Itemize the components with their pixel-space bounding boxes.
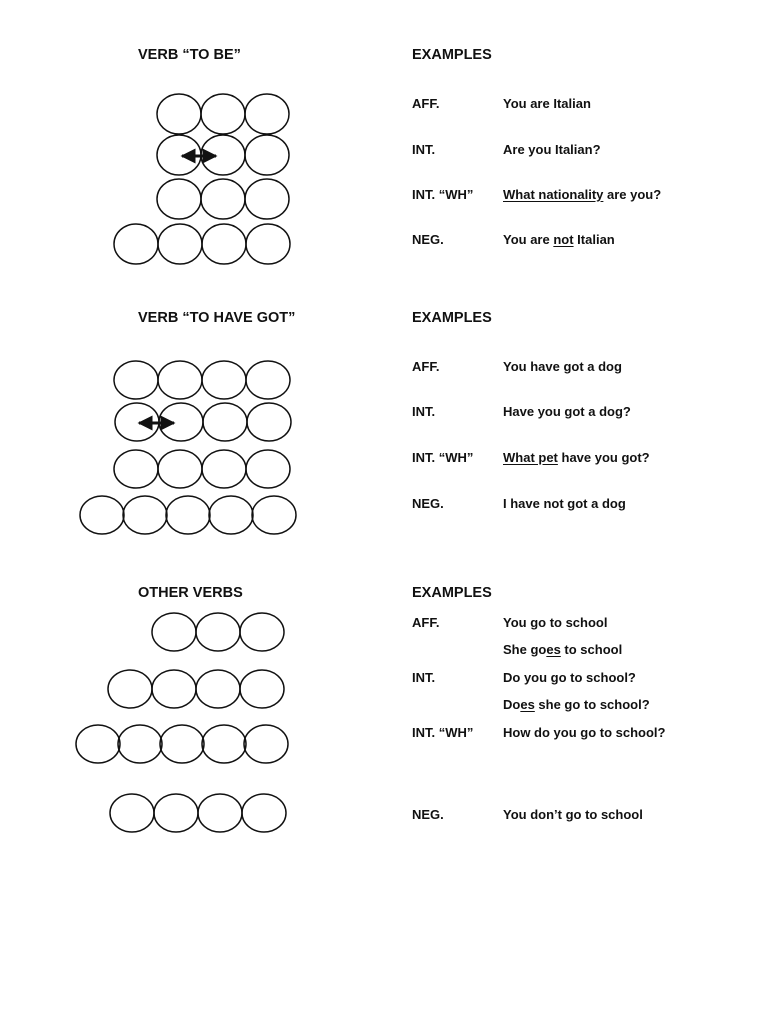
s1-row4-example (503, 232, 615, 248)
word-circle (247, 403, 291, 441)
s1-row1-label: AFF. (412, 96, 440, 111)
s1-row4-label: NEG. (412, 232, 444, 247)
underlined-word: What nationality (503, 187, 604, 202)
example-text: Are you Italian? (503, 142, 601, 157)
word-circle (123, 496, 167, 534)
section-3-examples-heading: EXAMPLES (412, 585, 492, 601)
example-text: You have got a dog (503, 359, 622, 374)
s3-row4-example (503, 697, 650, 713)
s3-row5-label: INT. “WH” (412, 725, 474, 740)
s1-row2-label: INT. (412, 142, 436, 157)
word-circle (203, 403, 247, 441)
word-circle (202, 450, 246, 488)
example-text: You don’t go to school (503, 807, 643, 822)
example-text: Do you go to school? (503, 670, 636, 685)
example-text: she go to school? (534, 697, 650, 712)
section-3-heading: OTHER VERBS (138, 585, 243, 601)
word-circle (240, 670, 284, 708)
word-circle (160, 725, 204, 763)
word-circle (209, 496, 253, 534)
s3-row1-example (503, 615, 607, 631)
s2-row1-label: AFF. (412, 359, 440, 374)
s3-row1-label: AFF. (412, 615, 440, 630)
word-circle (196, 613, 240, 651)
s2-row2-label: INT. (412, 404, 436, 419)
word-circle (196, 670, 240, 708)
s3-row5-example (503, 725, 665, 741)
word-circle (201, 94, 245, 134)
s3-row3-example (503, 670, 636, 686)
word-circle (202, 361, 246, 399)
example-text: How do you go to school? (503, 725, 666, 740)
example-text: You are Italian (503, 96, 591, 111)
word-circle (76, 725, 120, 763)
underlined-word: What pet (503, 450, 558, 465)
word-circle (252, 496, 296, 534)
s2-row4-label: NEG. (412, 496, 444, 511)
example-text: have you got? (557, 450, 650, 465)
section-2-examples-heading: EXAMPLES (412, 310, 492, 326)
s1-row3-example (503, 187, 661, 203)
word-circle (152, 670, 196, 708)
word-circle (245, 94, 289, 134)
word-circle (80, 496, 124, 534)
word-circle (154, 794, 198, 832)
s3-row6-example (503, 807, 643, 823)
s3-row2-example (503, 642, 622, 658)
word-circle (240, 613, 284, 651)
word-circle (201, 179, 245, 219)
word-circle (246, 224, 290, 264)
word-circle (157, 179, 201, 219)
word-circle (158, 224, 202, 264)
word-circle (108, 670, 152, 708)
word-circle (202, 224, 246, 264)
example-text: You are (503, 232, 554, 247)
word-circle (157, 94, 201, 134)
word-circle (246, 361, 290, 399)
word-circle (166, 496, 210, 534)
word-circle (158, 361, 202, 399)
s2-row3-label: INT. “WH” (412, 450, 474, 465)
s2-row4-example (503, 496, 626, 512)
section-2-heading: VERB “TO HAVE GOT” (138, 310, 296, 326)
word-circle (246, 450, 290, 488)
underlined-word: es (546, 642, 561, 657)
example-text: She go (503, 642, 547, 657)
word-circle (110, 794, 154, 832)
word-circle (244, 725, 288, 763)
word-circle (114, 450, 158, 488)
word-circle (114, 361, 158, 399)
s3-row3-label: INT. (412, 670, 436, 685)
word-circle (202, 725, 246, 763)
s2-row3-example (503, 450, 650, 466)
s2-row1-example (503, 359, 622, 375)
example-text: Have you got a dog? (503, 404, 631, 419)
word-circle (242, 794, 286, 832)
word-circle (245, 179, 289, 219)
example-text: to school (560, 642, 623, 657)
word-circle (245, 135, 289, 175)
word-circle (152, 613, 196, 651)
word-circle (118, 725, 162, 763)
example-text: Italian (573, 232, 615, 247)
word-circle (198, 794, 242, 832)
s1-row1-example (503, 96, 591, 112)
s3-row6-label: NEG. (412, 807, 444, 822)
word-circle (114, 224, 158, 264)
s1-row3-label: INT. “WH” (412, 187, 474, 202)
example-text: are you? (603, 187, 662, 202)
word-circle (158, 450, 202, 488)
example-text: You go to school (503, 615, 608, 630)
s2-row2-example (503, 404, 631, 420)
section-1-heading: VERB “TO BE” (138, 47, 241, 63)
s1-row2-example (503, 142, 601, 158)
underlined-word: es (520, 697, 535, 712)
underlined-word: not (553, 232, 574, 247)
example-text: Do (503, 697, 521, 712)
example-text: I have not got a dog (503, 496, 626, 511)
section-1-examples-heading: EXAMPLES (412, 47, 492, 63)
